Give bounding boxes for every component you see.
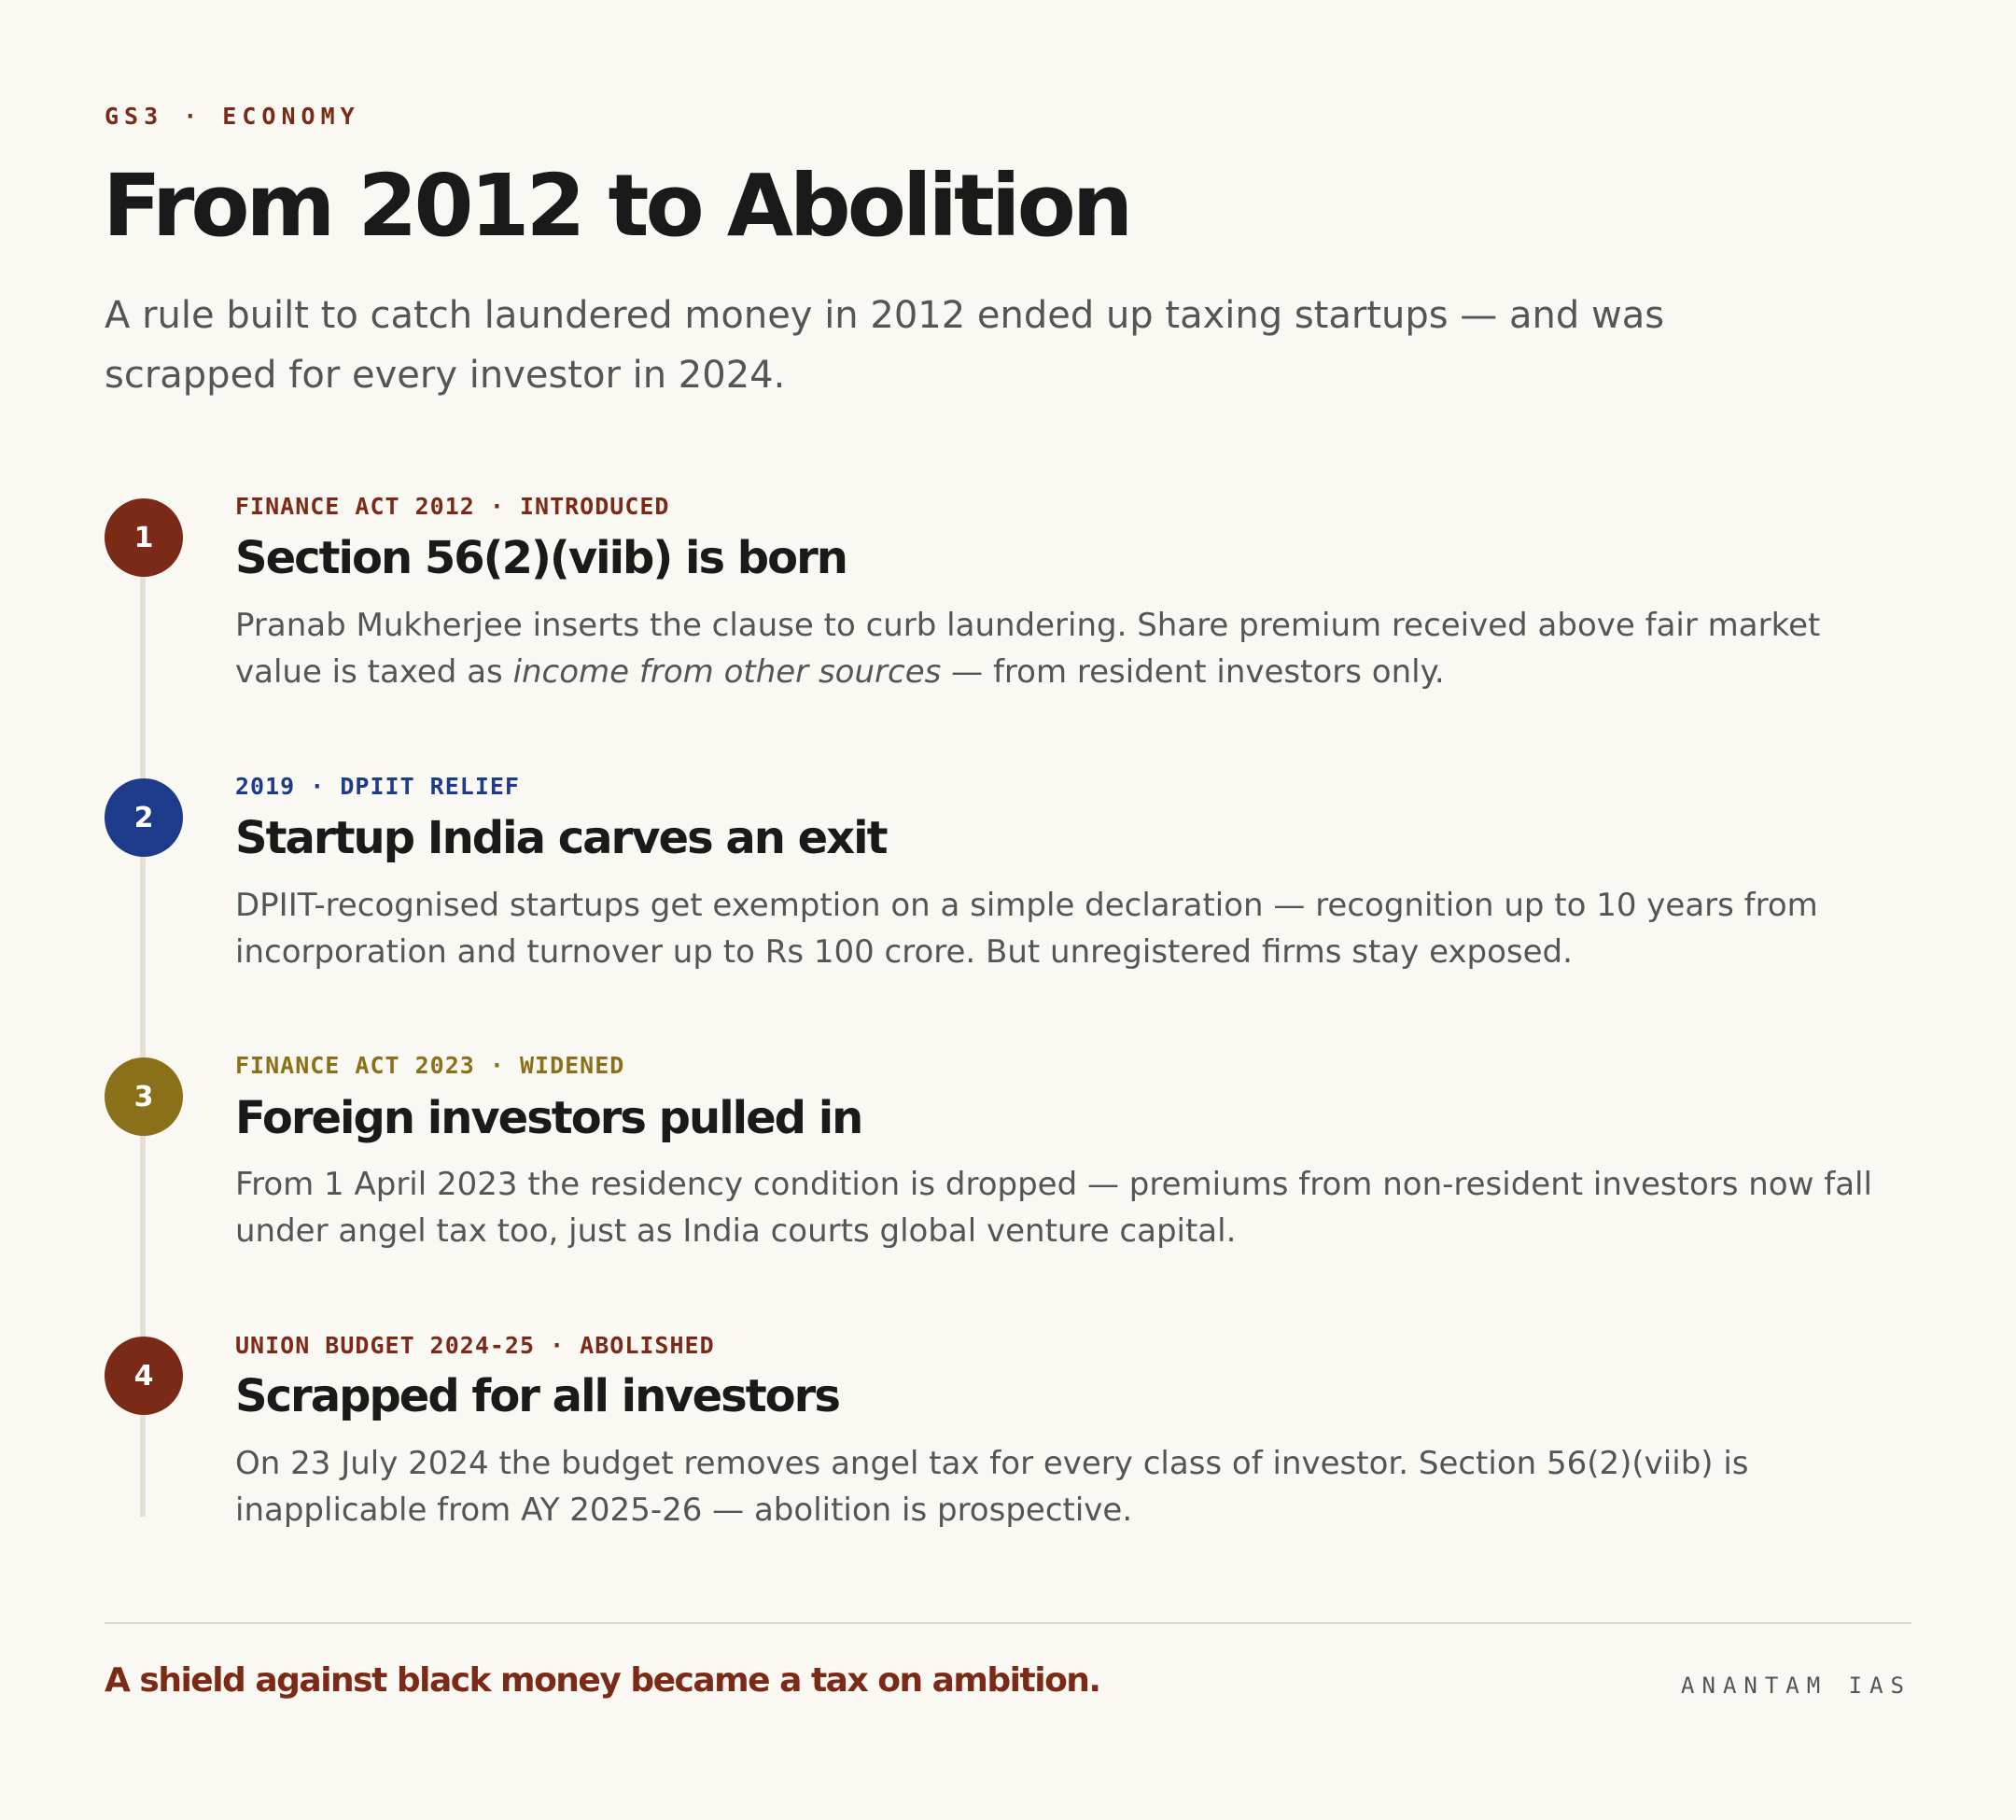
step-body-text: Pranab Mukherjee inserts the clause to curb laundering. Share premium received above fair market value is taxed as xyxy=(235,607,1821,691)
step-number-badge: 2 xyxy=(105,778,183,857)
footer-tagline: A shield against black money became a tax on ambition. xyxy=(105,1661,1100,1700)
step-tag: FINANCE ACT 2012 · INTRODUCED xyxy=(235,493,670,520)
step-body: On 23 July 2024 the budget removes angel tax for every class of investor. Section 56(2)(viib) is inapplicable from AY 2025-26 — abolition is prospective. xyxy=(235,1445,1749,1529)
step-body-emphasis: income from other sources xyxy=(512,653,942,691)
step-heading: Scrapped for all investors xyxy=(235,1370,839,1422)
step-heading: Startup India carves an exit xyxy=(235,812,887,864)
step-number-badge: 1 xyxy=(105,498,183,577)
step-number-badge: 4 xyxy=(105,1337,183,1415)
step-body xyxy=(235,602,1906,695)
step-body: From 1 April 2023 the residency condition is dropped — premiums from non-resident investors now fall under angel tax too, just as India courts global venture capital. xyxy=(235,1166,1872,1250)
eyebrow: GS3 · ECONOMY xyxy=(105,103,360,130)
page-title: From 2012 to Abolition xyxy=(103,156,1130,256)
step-body-text-end: — from resident investors only. xyxy=(941,653,1445,691)
step-number-badge: 3 xyxy=(105,1057,183,1136)
step-tag: 2019 · DPIIT RELIEF xyxy=(235,773,520,800)
footer-divider xyxy=(105,1622,1911,1624)
step-tag: UNION BUDGET 2024-25 · ABOLISHED xyxy=(235,1332,715,1359)
step-heading: Foreign investors pulled in xyxy=(235,1092,862,1144)
brand-name: ANANTAM IAS xyxy=(1681,1673,1911,1699)
step-body: DPIIT-recognised startups get exemption on a simple declaration — recognition up to 10 years from incorporation and turnover up to Rs 100 crore. But unregistered firms stay exposed. xyxy=(235,887,1818,971)
step-tag: FINANCE ACT 2023 · WIDENED xyxy=(235,1052,625,1079)
page-subtitle: A rule built to catch laundered money in 2012 ended up taxing startups — and was scrapped for every investor in 2024. xyxy=(105,294,1665,397)
step-heading: Section 56(2)(viib) is born xyxy=(235,532,847,584)
